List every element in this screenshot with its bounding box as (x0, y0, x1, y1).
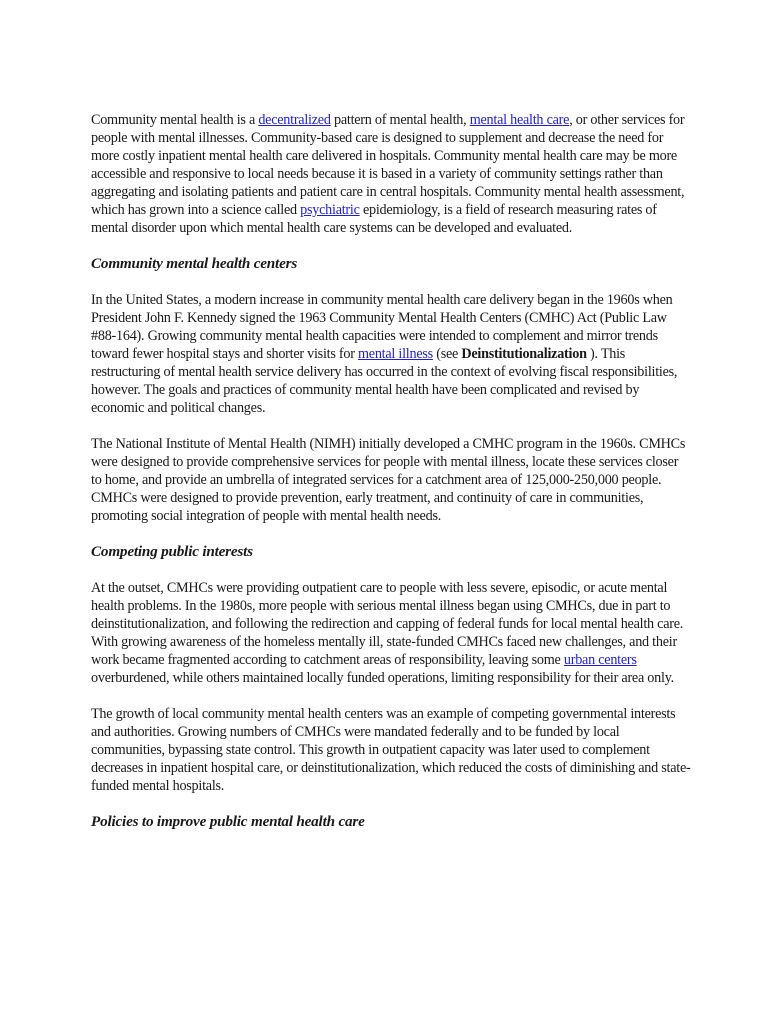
intro-paragraph (91, 111, 691, 237)
text-run: pattern of mental health, (330, 112, 470, 128)
link-mental-health-care[interactable]: mental health care (469, 112, 570, 128)
text-run: Community mental health is a (91, 112, 259, 128)
nimh-paragraph: The National Institute of Mental Health (NIMH) initially developed a CMHC program in the 1960s. CMHCs were designed to provide comprehensive services for people with mental illness, locate these services closer to home, and provide an umbrella of integrated services for a catchment area of 125,000-250,000 people. CMHCs were designed to provide prevention, early treatment, and continuity of care in communities, promoting social integration of people with mental health needs. (91, 436, 686, 524)
text-run: At the outset, CMHCs were providing outpatient care to people with less severe, episodic, or acute mental health problems. In the 1980s, more people with serious mental illness began using CMHCs, due in part to deinstitutionalization, and following the redirection and capping of federal funds for local mental health care. With growing awareness of the homeless mentally ill, state-funded CMHCs faced new challenges, and their work became fragmented according to catchment areas of responsibility, leaving some (91, 580, 684, 668)
text-run: epidemiology, is a field of research measuring rates of mental disorder upon which mental health care systems can be developed and evaluated. (91, 202, 657, 236)
text-run: (see (432, 346, 462, 362)
document-body (91, 111, 691, 849)
link-decentralized[interactable]: decentralized (258, 112, 331, 128)
text-run: , or other services for people with mental illnesses. Community-based care is designed to supplement and decrease the need for more costly inpatient mental health care delivered in hospitals. Community mental health care may be more accessible and responsive to local needs because it is based in a variety of community settings rather than aggregating and isolating patients and patient care in central hospitals. Community mental health assessment, which has grown into a science called (91, 112, 685, 218)
link-psychiatric[interactable]: psychiatric (300, 202, 360, 218)
text-run: ). This restructuring of mental health service delivery has occurred in the context of evolving fiscal responsibilities, however. The goals and practices of community mental health have been complicated and revised by economic and political changes. (91, 346, 678, 416)
heading-community-mental-health-centers: Community mental health centers (91, 255, 298, 272)
bold-deinstitutionalization: Deinstitutionalization (461, 346, 587, 362)
text-run: overburdened, while others maintained locally funded operations, limiting responsibility for their area only. (91, 670, 674, 686)
link-urban-centers[interactable]: urban centers (563, 652, 637, 668)
outset-paragraph (91, 579, 691, 687)
heading-competing-public-interests: Competing public interests (91, 543, 253, 560)
text-run: In the United States, a modern increase in community mental health care delivery began in the 1960s when President John F. Kennedy signed the 1963 Community Mental Health Centers (CMHC) Act (Public Law #88-164). Growing community mental health capacities were intended to complement and mirror trends toward fewer hospital stays and shorter visits for (91, 292, 673, 362)
heading-policies-public-mental-health-care: Policies to improve public mental health care (91, 813, 365, 830)
link-mental-illness[interactable]: mental illness (358, 346, 433, 362)
growth-paragraph: The growth of local community mental health centers was an example of competing governmental interests and authorities. Growing numbers of CMHCs were mandated federally and to be funded by local communities, bypassing state control. This growth in outpatient capacity was later used to complement decreases in inpatient hospital care, or deinstitutionalization, which reduced the costs of diminishing and state-funded mental hospitals. (91, 706, 691, 794)
cmhc-history-paragraph (91, 291, 691, 417)
